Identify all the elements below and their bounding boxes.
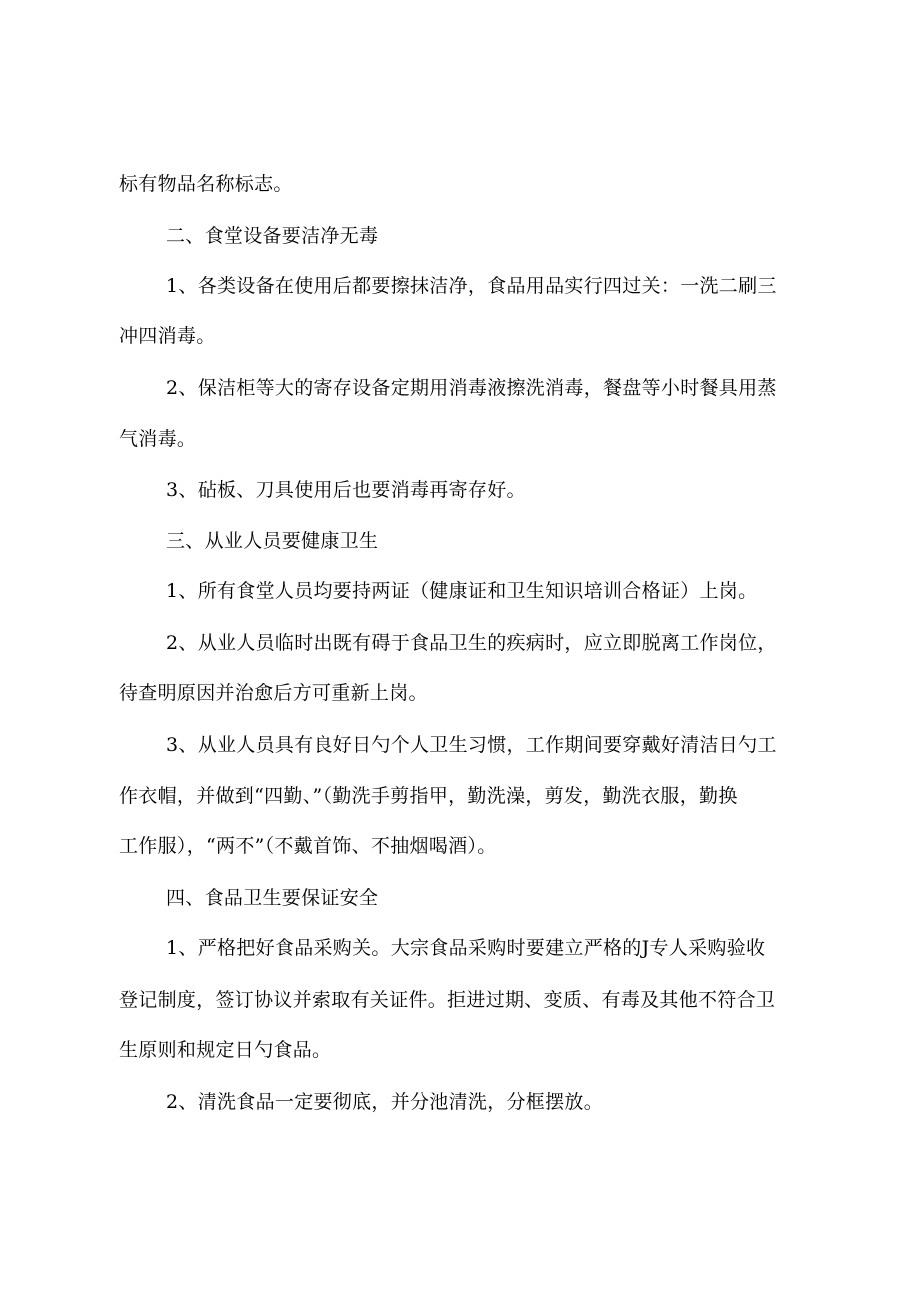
section-heading-3: 三、从业人员要健康卫生 [166, 530, 379, 552]
text-line-continuation: 标有物品名称标志。 [119, 173, 293, 195]
paragraph-line: 2、从业人员临时出既有碍于食品卫生的疾病时，应立即脱离工作岗位， [166, 632, 777, 654]
paragraph-line: 生原则和规定日勺食品。 [119, 1039, 332, 1061]
paragraph-line: 待查明原因并治愈后方可重新上岗。 [119, 682, 428, 704]
section-heading-4: 四、食品卫生要保证安全 [166, 887, 379, 909]
paragraph-line: 工作服），“两不”（不戴首饰、不抽烟喝酒）。 [119, 835, 497, 857]
paragraph-line: 作衣帽，并做到“四勤、”（勤洗手剪指甲，勤洗澡，剪发，勤洗衣服，勤换 [119, 785, 738, 807]
paragraph-line: 2、清洗食品一定要彻底，并分池清洗，分框摆放。 [166, 1091, 603, 1113]
section-heading-2: 二、食堂设备要洁净无毒 [166, 225, 379, 247]
paragraph-line: 3、砧板、刀具使用后也要消毒再寄存好。 [166, 479, 526, 501]
paragraph-line: 1、严格把好食品采购关。大宗食品采购时要建立严格的J专人采购验收 [166, 937, 766, 959]
paragraph-line: 1、各类设备在使用后都要擦抹洁净，食品用品实行四过关：一洗二刷三 [166, 275, 777, 297]
paragraph-line: 气消毒。 [119, 428, 197, 450]
paragraph-line: 登记制度，签订协议并索取有关证件。拒进过期、变质、有毒及其他不符合卫 [119, 989, 776, 1011]
paragraph-line: 冲四消毒。 [119, 325, 216, 347]
paragraph-line: 2、保洁柜等大的寄存设备定期用消毒液擦洗消毒，餐盘等小时餐具用蒸 [166, 377, 777, 399]
paragraph-line: 1、所有食堂人员均要持两证（健康证和卫生知识培训合格证）上岗。 [166, 580, 758, 602]
paragraph-line: 3、从业人员具有良好日勺个人卫生习惯，工作期间要穿戴好清洁日勺工 [166, 734, 777, 756]
